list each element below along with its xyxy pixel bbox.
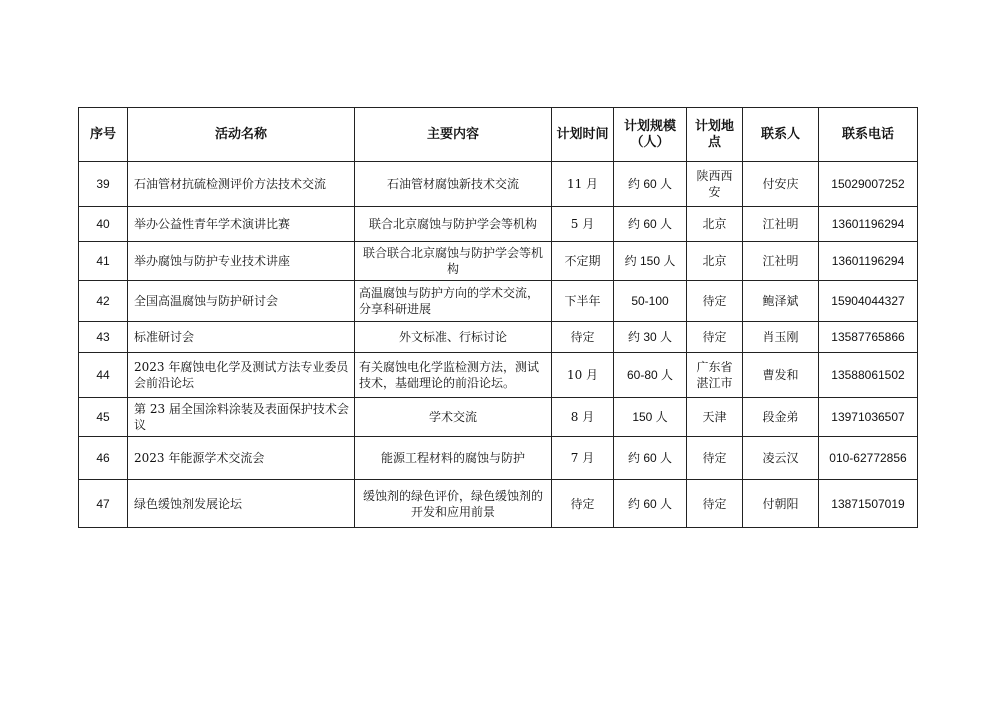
row-scale: 约 150 人 [614,242,687,281]
row-contact: 凌云汉 [743,437,819,480]
row-no: 44 [79,353,128,398]
row-place: 天津 [687,398,743,437]
table-row [79,162,918,207]
row-phone: 010-62772856 [819,437,918,480]
row-content: 高温腐蚀与防护方向的学术交流，分享科研进展 [355,281,552,322]
row-phone: 13587765866 [819,322,918,353]
row-content: 石油管材腐蚀新技术交流 [355,162,552,207]
row-name: 石油管材抗硫检测评价方法技术交流 [128,162,355,207]
row-phone: 13871507019 [819,480,918,528]
row-phone: 13601196294 [819,207,918,242]
row-time: 5 月 [552,207,614,242]
row-time: 8 月 [552,398,614,437]
row-phone: 15029007252 [819,162,918,207]
row-no: 41 [79,242,128,281]
row-content: 缓蚀剂的绿色评价，绿色缓蚀剂的开发和应用前景 [355,480,552,528]
row-place: 北京 [687,207,743,242]
row-contact: 江社明 [743,242,819,281]
row-scale: 约 60 人 [614,480,687,528]
table-row [79,207,918,242]
row-contact: 鲍泽斌 [743,281,819,322]
table-row [79,281,918,322]
activity-table [78,107,918,528]
row-scale: 60-80 人 [614,353,687,398]
header-row [79,108,918,162]
table-row [79,322,918,353]
row-place: 待定 [687,281,743,322]
row-content: 联合联合北京腐蚀与防护学会等机构 [355,242,552,281]
row-time: 待定 [552,322,614,353]
row-scale: 150 人 [614,398,687,437]
row-name: 全国高温腐蚀与防护研讨会 [128,281,355,322]
row-name: 绿色缓蚀剂发展论坛 [128,480,355,528]
row-name: 标准研讨会 [128,322,355,353]
header-time: 计划时间 [552,108,614,162]
row-content: 能源工程材料的腐蚀与防护 [355,437,552,480]
row-place: 广东省湛江市 [687,353,743,398]
row-time: 7 月 [552,437,614,480]
row-place: 待定 [687,480,743,528]
header-contact: 联系人 [743,108,819,162]
row-contact: 肖玉刚 [743,322,819,353]
row-time: 下半年 [552,281,614,322]
row-contact: 付安庆 [743,162,819,207]
row-phone: 13588061502 [819,353,918,398]
row-contact: 曹发和 [743,353,819,398]
row-place: 陕西西安 [687,162,743,207]
header-place: 计划地点 [687,108,743,162]
row-place: 待定 [687,322,743,353]
row-time: 待定 [552,480,614,528]
row-name: 举办公益性青年学术演讲比赛 [128,207,355,242]
row-place: 待定 [687,437,743,480]
header-scale: 计划规模（人） [614,108,687,162]
row-no: 47 [79,480,128,528]
row-no: 46 [79,437,128,480]
row-place: 北京 [687,242,743,281]
row-contact: 付朝阳 [743,480,819,528]
row-contact: 江社明 [743,207,819,242]
table-row [79,398,918,437]
header-name: 活动名称 [128,108,355,162]
row-scale: 50-100 [614,281,687,322]
row-name: 举办腐蚀与防护专业技术讲座 [128,242,355,281]
table-row [79,242,918,281]
row-content: 有关腐蚀电化学监检测方法，测试技术，基础理论的前沿论坛。 [355,353,552,398]
row-name: 2023 年能源学术交流会 [128,437,355,480]
header-content: 主要内容 [355,108,552,162]
table-row [79,353,918,398]
table-row [79,480,918,528]
row-no: 39 [79,162,128,207]
row-phone: 13601196294 [819,242,918,281]
row-no: 45 [79,398,128,437]
row-no: 42 [79,281,128,322]
row-scale: 约 60 人 [614,207,687,242]
header-phone: 联系电话 [819,108,918,162]
row-scale: 约 60 人 [614,162,687,207]
row-phone: 15904044327 [819,281,918,322]
table-row [79,437,918,480]
row-no: 40 [79,207,128,242]
row-contact: 段金弟 [743,398,819,437]
row-content: 外文标准、行标讨论 [355,322,552,353]
row-scale: 约 30 人 [614,322,687,353]
row-time: 11 月 [552,162,614,207]
row-name: 2023 年腐蚀电化学及测试方法专业委员会前沿论坛 [128,353,355,398]
row-name: 第 23 届全国涂料涂装及表面保护技术会议 [128,398,355,437]
row-phone: 13971036507 [819,398,918,437]
row-content: 联合北京腐蚀与防护学会等机构 [355,207,552,242]
row-no: 43 [79,322,128,353]
row-time: 不定期 [552,242,614,281]
header-no: 序号 [79,108,128,162]
row-content: 学术交流 [355,398,552,437]
row-time: 10 月 [552,353,614,398]
row-scale: 约 60 人 [614,437,687,480]
